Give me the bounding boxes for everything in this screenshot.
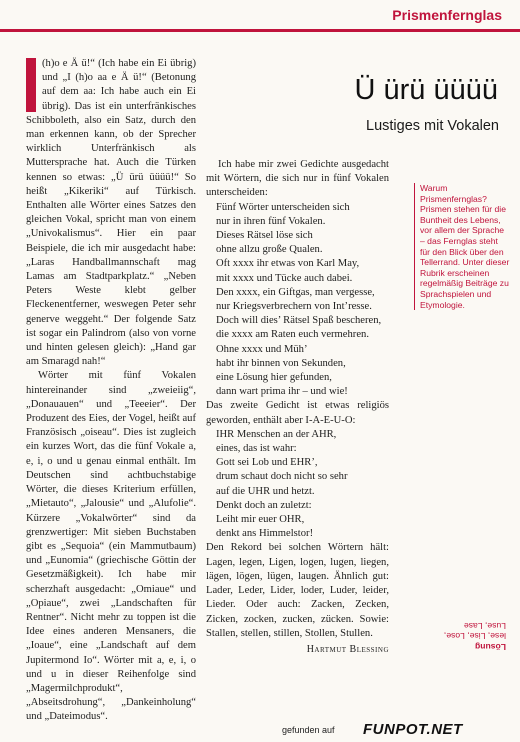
sidebar-text: Warum Prismenfernglas? Prismen stehen für die Buntheit des Lebens, vor allem der Sprache – das Fernglas steht für den Blick über den Tellerrand. Unter dieser Rubrik erscheinen regelmäßig Beiträge zu Sprachspielen und Etymologie. <box>420 183 510 310</box>
poem-line: Oft xxxx ihr etwas von Karl May, <box>216 258 360 270</box>
author-byline: Hartmut Blessing <box>306 643 389 655</box>
section-title: Prismenfernglas <box>392 7 502 23</box>
text-column-middle <box>206 158 389 657</box>
poem-line: Denkt doch an zuletzt: <box>216 499 312 511</box>
solution-heading: Lösung <box>474 641 506 652</box>
watermark-prefix: gefunden auf <box>282 725 335 735</box>
poem-2 <box>206 428 389 542</box>
poem-line: ohne allzu große Qualen. <box>216 244 323 256</box>
poem-line: Dieses Rätsel löse sich <box>216 230 313 242</box>
paragraph: Wörter mit fünf Vokalen hintereinander sind „zweieiig“, „Donauauen“ und „Teeeier“. Der Produzent des Eies, der Vogel, heißt auf Französisch „oiseau“. Dies ist zugleich ein kurzes Wort, das die fünf Vokale a, e, i, o und u genau einmal enthält. Im Deutschen sind achtbuchstabige Wörter, die dieses Kriterium erfüllen, „Mietauto“, „Jalousie“ und „Alufolie“. Kürzere „Vokalwörter“ sind da grenzwertiger: Mit sieben Buchstaben gibt es „Sequoia“ (ein Mammutbaum) und „Eunomia“ (griechische Göttin der Gesetzmäßigkeit). Ich habe mir scherzhaft ausgedacht: „Omiaue“ und „Opiaue“, zwei „Landschaften für Rentner“. Nicht mehr zu toppen ist die Idee eines anderen Mensaners, die „Ioaue“, eine „Landschaft auf dem Jupitermond Io“. Wörter mit a, e, i, o und u in dieser Reihenfolge sind „Magermilchprodukt“, „Abseitsdrohung“, „Dankeinholung“ und „Dateimodus“. <box>26 370 196 723</box>
poem-line: Leiht mir euer OHR, <box>216 514 305 526</box>
paragraph: Ich habe mir zwei Gedichte ausgedacht mit Wörtern, die sich nur in fünf Vokalen unterscheiden: <box>206 159 389 199</box>
poem-line: Ohne xxxx und Müh’ <box>216 343 308 355</box>
solution-line: Luse, Lase <box>463 620 506 631</box>
poem-line: Den xxxx, ein Giftgas, man vergesse, <box>216 286 375 298</box>
poem-line: die xxxx am Raten euch vermehren. <box>216 329 369 341</box>
paragraph: Den Rekord bei solchen Wörtern hält: Lagen, legen, Ligen, logen, lugen, liegen, lägen, lögen, lügen, laugen. Ähnlich gut: Lader, Leder, Lider, loder, Luder, leider, Lieder. Oder auch: Zacken, Zecken, Zicken, zocken, zucken, zücken. Sowie: Stallen, stellen, stillen, Stollen, Stullen. <box>206 542 389 639</box>
paragraph: Das zweite Gedicht ist etwas religiös geworden, enthält aber I-A-E-U-O: <box>206 400 389 426</box>
watermark-bar <box>0 720 520 742</box>
text-column-left <box>26 57 196 725</box>
poem-1 <box>206 201 389 400</box>
solution-line: lese, Lise, Lose, <box>443 631 506 642</box>
article-subtitle: Lustiges mit Vokalen <box>366 118 499 134</box>
poem-line: IHR Menschen an der AHR, <box>216 428 337 440</box>
poem-line: Doch will dies’ Rätsel Spaß bescheren, <box>216 315 382 327</box>
watermark-logo[interactable]: FUNPOT.NET <box>363 721 463 738</box>
poem-line: eines, das ist wahr: <box>216 443 297 455</box>
sidebar-note <box>414 183 510 310</box>
article-title: Ü ürü üüüü <box>354 74 498 106</box>
dropcap-bar: I <box>26 58 36 112</box>
paragraph: (h)o e Ä ü!“ (Ich habe ein Ei übrig) und „I (h)o aa e Ä ü!“ (Betonung auf dem aa: Ich habe auch ein Ei übrig). Das ist ein unterfränkisches Schibboleth, also ein Satz, durch den man erkennen kann, ob der Sprecher wirklich Unterfränkisch als Muttersprache hat. Auch die Türken kennen so etwas: „Ü ürü üüüü!“ So heißt „Kikeriki“ auf Türkisch. Enthalten alle Wörter eines Satzes den gleichen Vokal, spricht man von einem „Univokalismus“. Hier ein paar Beispiele, die ich mir ausgedacht habe: „Laras Handballmannschaft mag Lamas am Stadtparkplatz.“ „Neben Peters Weste klebt gelber Fleckenentferner, weswegen Peter sehr generve weggeht.“ Der folgende Satz ist sogar ein Palindrom (also von vorne und hinten gelesen gleich): „Hand gar am Smaragd nah!“ <box>26 58 196 368</box>
poem-line: denkt ans Himmelstor! <box>216 528 314 540</box>
poem-line: Fünf Wörter unterscheiden sich <box>216 201 350 213</box>
poem-line: nur in ihren fünf Vokalen. <box>216 215 326 227</box>
poem-line: dann wart prima ihr – und wie! <box>216 386 348 398</box>
poem-line: eine Lösung hier gefunden, <box>216 372 332 384</box>
solution-box-upside-down <box>416 620 506 652</box>
poem-line: habt ihr binnen von Sekunden, <box>216 357 346 369</box>
poem-line: auf die UHR und hetzt. <box>216 485 315 497</box>
poem-line: drum schaut doch nicht so sehr <box>216 471 348 483</box>
poem-line: nur Kriegsverbrechern von Int’resse. <box>216 301 372 313</box>
poem-line: mit xxxx und Tücke auch dabei. <box>216 272 353 284</box>
header-rule <box>0 29 520 32</box>
poem-line: Gott sei Lob und EHR’, <box>216 457 318 469</box>
page-header <box>0 0 520 34</box>
